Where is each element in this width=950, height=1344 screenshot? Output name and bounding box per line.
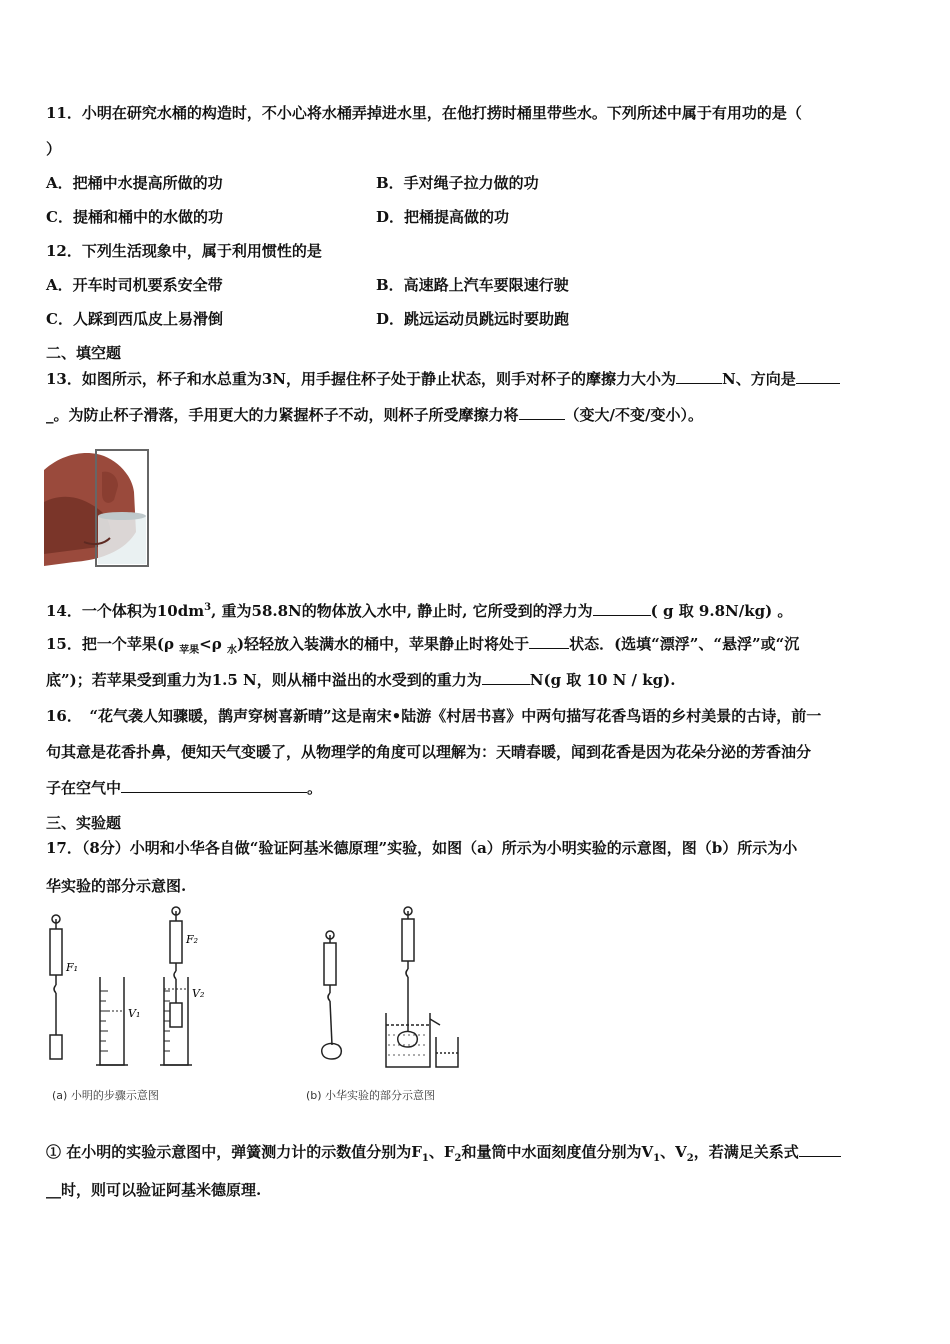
spring-scale-3 bbox=[322, 935, 342, 1059]
q16-line2: 句其意是花香扑鼻，便知天气变暖了，从物理学的角度可以理解为：天晴春暖，闻到花香是因为花朵分泌的芳香油分 bbox=[46, 743, 812, 761]
q13-blank-3[interactable] bbox=[519, 405, 565, 420]
q15-text-3: )轻轻放入装满水的桶中，苹果静止时将处于 bbox=[236, 635, 530, 653]
q11-option-b[interactable]: B．手对绳子拉力做的功 bbox=[376, 174, 539, 192]
q15-text-5: 底”)；若苹果受到重力为1.5 N，则从桶中溢出的水受到的重力为 bbox=[46, 671, 482, 689]
q15-text-2: <ρ bbox=[199, 635, 227, 653]
q13-blank-2[interactable] bbox=[796, 369, 840, 384]
q17-sub-text-1: ① 在小明的实验示意图中，弹簧测力计的示数值分别为F bbox=[46, 1143, 422, 1161]
q15-text-4: 状态．(选填“漂浮”、“悬浮”或“沉 bbox=[569, 635, 800, 653]
q11-option-c[interactable]: C．提桶和桶中的水做的功 bbox=[46, 208, 223, 226]
q17-sub-s3: 1 bbox=[653, 1153, 661, 1164]
q15-line2 bbox=[46, 670, 675, 690]
q11-option-d[interactable]: D．把桶提高做的功 bbox=[376, 208, 510, 226]
q13-text-1: 13．如图所示，杯子和水总重为3N，用手握住杯子处于静止状态，则手对杯子的摩擦力大小为 bbox=[46, 370, 677, 388]
q14-line bbox=[46, 598, 792, 621]
q17-sub-line2: __时，则可以验证阿基米德原理. bbox=[46, 1181, 262, 1199]
q14-text-1: 14．一个体积为10dm bbox=[46, 602, 205, 620]
overflow-can bbox=[386, 1013, 440, 1067]
q11-option-a[interactable]: A．把桶中水提高所做的功 bbox=[46, 174, 223, 192]
q17-blank[interactable] bbox=[799, 1142, 841, 1157]
label-f1: F₁ bbox=[66, 961, 79, 974]
label-f2: F₂ bbox=[186, 933, 199, 946]
q15-line1 bbox=[46, 634, 799, 661]
q12-option-c[interactable]: C．人踩到西瓜皮上易滑倒 bbox=[46, 310, 223, 328]
q15-sub-apple: 苹果 bbox=[179, 645, 200, 656]
q12-option-b[interactable]: B．高速路上汽车要限速行驶 bbox=[376, 276, 569, 294]
q13-line2 bbox=[46, 405, 703, 425]
q17-sub-line1 bbox=[46, 1142, 841, 1169]
section-fill-in-heading: 二、填空题 bbox=[46, 344, 122, 362]
q14-sup: 3 bbox=[204, 602, 212, 613]
hand-holding-glass-figure bbox=[44, 442, 152, 574]
section-experiment-heading: 三、实验题 bbox=[46, 814, 122, 832]
figure-a-xiaoming-steps bbox=[40, 905, 240, 1085]
spring-scale-1 bbox=[50, 919, 62, 1059]
q15-sub-water: 水 bbox=[226, 645, 237, 656]
q16-text-3: 子在空气中 bbox=[46, 779, 122, 797]
q17-sub-s1: 1 bbox=[421, 1153, 429, 1164]
q13-blank-1[interactable] bbox=[676, 369, 722, 384]
caption-figure-a: (a) 小明的步骤示意图 bbox=[52, 1089, 159, 1102]
spring-scale-4 bbox=[398, 911, 418, 1047]
q17-sub-text-3: 和量筒中水面刻度值分别为V bbox=[461, 1143, 654, 1161]
q15-text-6: N(g 取 10 N / kg). bbox=[529, 671, 676, 689]
q13-text-4: （变大/不变/变小）。 bbox=[564, 406, 703, 424]
q13-line1 bbox=[46, 369, 840, 389]
q11-stem-line1: 11．小明在研究水桶的构造时，不小心将水桶弄掉进水里，在他打捞时桶里带些水。下列所述中属于有用功的是（ bbox=[46, 104, 802, 122]
q15-blank-1[interactable] bbox=[529, 634, 569, 649]
q14-text-3: ( g 取 9.8N/kg) 。 bbox=[650, 602, 793, 620]
q15-text-1: 15．把一个苹果(ρ bbox=[46, 635, 180, 653]
label-v2: V₂ bbox=[192, 987, 205, 1000]
q17-sub-text-2: 、F bbox=[428, 1143, 455, 1161]
q12-option-d[interactable]: D．跳远运动员跳远时要助跑 bbox=[376, 310, 570, 328]
q17-line1: 17．（8分）小明和小华各自做“验证阿基米德原理”实验，如图（a）所示为小明实验的示意图，图（b）所示为小 bbox=[46, 839, 798, 857]
figure-b-xiaohua-partial bbox=[300, 905, 480, 1075]
q17-sub-text-5: ，若满足关系式 bbox=[693, 1143, 799, 1161]
q17-sub-text-4: 、V bbox=[660, 1143, 687, 1161]
q11-stem-line2: ） bbox=[46, 140, 62, 158]
q16-text-4: 。 bbox=[307, 779, 323, 797]
q17-sub-s4: 2 bbox=[686, 1153, 694, 1164]
q17-line2: 华实验的部分示意图. bbox=[46, 877, 187, 895]
q13-text-3: _。为防止杯子滑落，手用更大的力紧握杯子不动，则杯子所受摩擦力将 bbox=[46, 406, 519, 424]
q14-blank[interactable] bbox=[593, 601, 651, 616]
q13-text-2: N、方向是 bbox=[722, 370, 796, 388]
q17-sub-s2: 2 bbox=[454, 1153, 462, 1164]
q14-text-2: , 重为58.8N的物体放入水中, 静止时, 它所受到的浮力为 bbox=[211, 602, 593, 620]
q15-blank-2[interactable] bbox=[482, 670, 530, 685]
q12-option-a[interactable]: A．开车时司机要系安全带 bbox=[46, 276, 223, 294]
q16-line3 bbox=[46, 778, 322, 798]
caption-figure-b: (b) 小华实验的部分示意图 bbox=[306, 1089, 436, 1102]
label-v1: V₁ bbox=[128, 1007, 141, 1020]
q12-stem: 12．下列生活现象中，属于利用惯性的是 bbox=[46, 242, 322, 260]
q16-line1: 16． “花气袭人知骤暖，鹊声穿树喜新晴”这是南宋•陆游《村居书喜》中两句描写花香鸟语的乡村美景的古诗，前一 bbox=[46, 707, 822, 725]
small-beaker bbox=[436, 1037, 458, 1067]
q16-blank[interactable] bbox=[121, 778, 307, 793]
